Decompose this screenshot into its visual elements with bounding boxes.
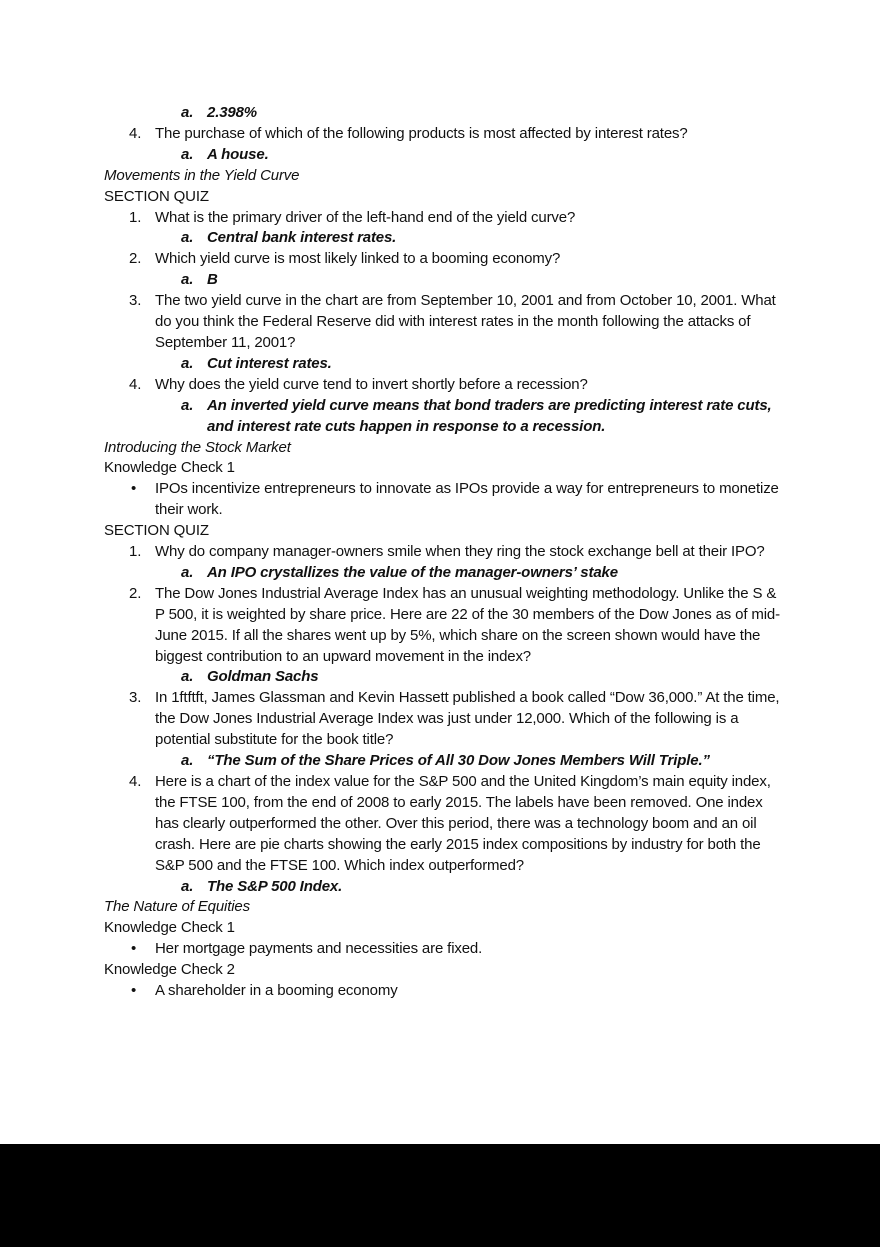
question-item (104, 249, 784, 270)
section-label: Knowledge Check 2 (104, 961, 235, 979)
question-text: In 1ftftft, James Glassman and Kevin Hassett published a book called “Dow 36,000.” At the time, the Dow Jones Industrial Average Index was just under 12,000. Which of the following is a potential substitute for the book title? (155, 689, 780, 749)
question-item (104, 375, 784, 396)
answer-item (104, 354, 784, 375)
answer-text: Goldman Sachs (207, 668, 319, 686)
section-label: Knowledge Check 1 (104, 919, 235, 937)
bullet-icon: • (131, 480, 137, 498)
answer-text: The S&P 500 Index. (207, 877, 343, 895)
document-body (104, 103, 784, 1002)
answer-item (104, 228, 784, 249)
bullet-item (104, 479, 784, 521)
question-number: 2. (129, 584, 142, 602)
answer-text: Cut interest rates. (207, 354, 332, 372)
bullet-text: A shareholder in a booming economy (155, 982, 398, 1000)
answer-letter: a. (181, 145, 194, 163)
answer-text: B (207, 271, 218, 289)
answer-letter: a. (181, 229, 194, 247)
question-text: The two yield curve in the chart are from September 10, 2001 and from October 10, 2001. What do you think the Federal Reserve did with interest rates in the month following the attacks of September 11, 2001? (155, 292, 776, 351)
bullet-icon: • (131, 982, 137, 1000)
answer-text: Central bank interest rates. (207, 229, 397, 247)
answer-item (104, 103, 784, 124)
question-text: Which yield curve is most likely linked to a booming economy? (155, 250, 561, 268)
section-heading: The Nature of Equities (104, 898, 250, 916)
question-number: 1. (129, 543, 142, 561)
answer-letter: a. (181, 563, 194, 581)
answer-letter: a. (181, 396, 194, 414)
question-text: What is the primary driver of the left-hand end of the yield curve? (155, 208, 576, 226)
section-label: SECTION QUIZ (104, 187, 209, 205)
question-item (104, 291, 784, 354)
answer-letter: a. (181, 877, 194, 895)
answer-text: A house. (207, 145, 269, 163)
answer-item (104, 751, 784, 772)
question-item (104, 208, 784, 229)
black-footer-region (0, 1144, 880, 1247)
question-number: 3. (129, 292, 142, 310)
bullet-icon: • (131, 940, 137, 958)
question-item (104, 772, 784, 877)
answer-letter: a. (181, 354, 194, 372)
answer-text: An IPO crystallizes the value of the manager-owners’ stake (207, 563, 618, 581)
bullet-item (104, 939, 784, 960)
answer-item (104, 145, 784, 166)
question-number: 4. (129, 773, 142, 790)
answer-letter: a. (181, 104, 194, 121)
question-item (104, 124, 784, 145)
answer-item (104, 396, 784, 438)
answer-item (104, 877, 784, 898)
question-text: Why do company manager-owners smile when they ring the stock exchange bell at their IPO? (155, 543, 765, 561)
question-text: The purchase of which of the following products is most affected by interest rates? (155, 124, 688, 142)
question-text: Why does the yield curve tend to invert shortly before a recession? (155, 375, 588, 393)
answer-item (104, 667, 784, 688)
section-label: Knowledge Check 1 (104, 459, 235, 477)
question-text: The Dow Jones Industrial Average Index has an unusual weighting methodology. Unlike the S & P 500, it is weighted by share price. Here are 22 of the 30 members of the Dow Jones as of mid-June 2015. If all the shares went up by 5%, which share on the screen shown would have the biggest contribution to an upward movement in the index? (155, 584, 780, 665)
section-label: SECTION QUIZ (104, 522, 209, 540)
answer-text: 2.398% (207, 104, 257, 121)
question-number: 1. (129, 208, 142, 226)
question-number: 4. (129, 124, 142, 142)
bullet-text: Her mortgage payments and necessities are fixed. (155, 940, 483, 958)
answer-letter: a. (181, 271, 194, 289)
question-item (104, 584, 784, 668)
answer-item (104, 270, 784, 291)
question-number: 4. (129, 375, 142, 393)
question-number: 2. (129, 250, 142, 268)
section-heading: Introducing the Stock Market (104, 438, 291, 456)
bullet-item (104, 981, 784, 1002)
answer-letter: a. (181, 668, 194, 686)
answer-item (104, 563, 784, 584)
bullet-text: IPOs incentivize entrepreneurs to innovate as IPOs provide a way for entrepreneurs to monetize their work. (155, 480, 779, 519)
answer-letter: a. (181, 752, 194, 770)
question-item (104, 542, 784, 563)
question-item (104, 688, 784, 751)
answer-text: An inverted yield curve means that bond traders are predicting interest rate cuts, and interest rate cuts happen in response to a recession. (207, 396, 772, 435)
question-text: Here is a chart of the index value for the S&P 500 and the United Kingdom’s main equity index, the FTSE 100, from the end of 2008 to early 2015. The labels have been removed. One index has clearly outperformed the other. Over this period, there was a technology boom and an oil crash. Here are pie charts showing the early 2015 index compositions by industry for both the S&P 500 and the FTSE 100. Which index outperformed? (155, 773, 771, 874)
question-number: 3. (129, 689, 142, 707)
section-heading: Movements in the Yield Curve (104, 166, 300, 184)
answer-text: “The Sum of the Share Prices of All 30 Dow Jones Members Will Triple.” (207, 752, 710, 770)
